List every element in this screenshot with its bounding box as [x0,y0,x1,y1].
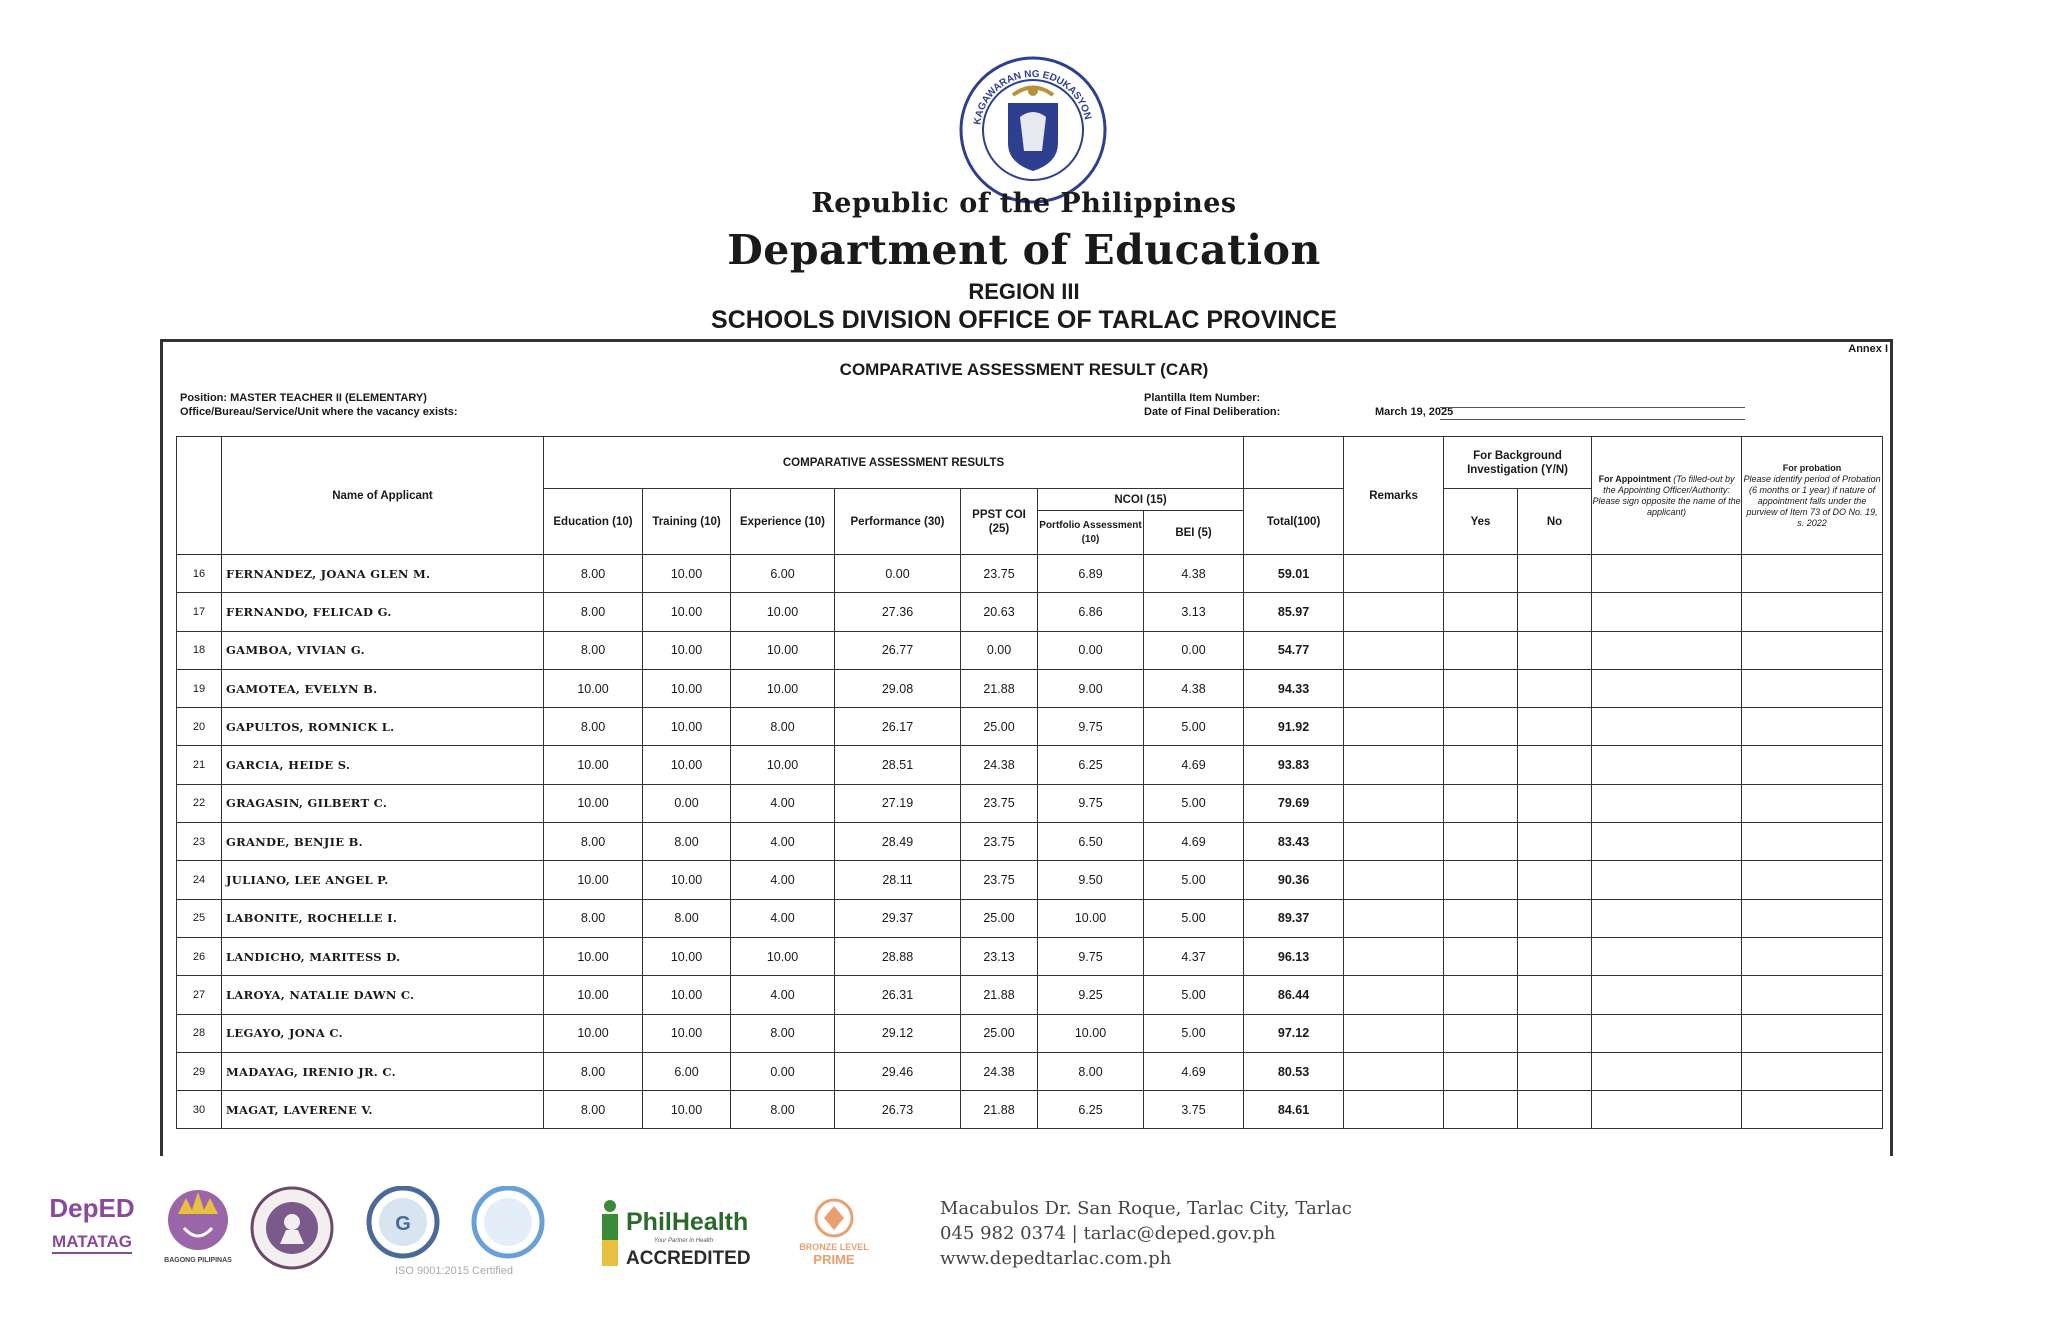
ppst-score: 21.88 [961,669,1038,707]
plantilla-underline [1440,407,1745,408]
total-score: 97.12 [1244,1014,1344,1052]
experience-score: 10.00 [731,631,835,669]
no-cell [1518,899,1592,937]
ppst-score: 24.38 [961,746,1038,784]
portfolio-score: 10.00 [1038,899,1144,937]
total-score: 93.83 [1244,746,1344,784]
row-number: 17 [177,593,222,631]
row-number: 16 [177,555,222,593]
portfolio-score: 6.25 [1038,1091,1144,1129]
experience-score: 10.00 [731,669,835,707]
appointment-cell [1592,1014,1742,1052]
no-cell [1518,746,1592,784]
iso-certification-logos [358,1186,550,1278]
performance-score: 29.08 [835,669,961,707]
bei-score: 3.13 [1144,593,1244,631]
row-number: 30 [177,1091,222,1129]
appointment-cell [1592,823,1742,861]
performance-score: 26.73 [835,1091,961,1129]
total-score: 83.43 [1244,823,1344,861]
no-cell [1518,669,1592,707]
remarks-cell [1344,861,1444,899]
footer-address: Macabulos Dr. San Roque, Tarlac City, Tarlac [940,1198,1352,1219]
training-score: 10.00 [643,861,731,899]
ppst-score: 23.75 [961,823,1038,861]
experience-score: 0.00 [731,1052,835,1090]
ncoi-header: NCOI (15) [1038,489,1244,511]
education-score: 8.00 [544,593,643,631]
total-score: 94.33 [1244,669,1344,707]
remarks-cell [1344,1014,1444,1052]
yes-cell [1444,708,1518,746]
total-score: 91.92 [1244,708,1344,746]
performance-score: 28.49 [835,823,961,861]
ppst-score: 25.00 [961,1014,1038,1052]
table-row [177,1091,1883,1129]
deliberation-label: Date of Final Deliberation: [1144,406,1281,418]
appointment-cell [1592,555,1742,593]
portfolio-score: 9.50 [1038,861,1144,899]
experience-score: 8.00 [731,708,835,746]
applicant-name: LEGAYO, JONA C. [222,1014,544,1052]
accredited-text: ACCREDITED [626,1248,751,1269]
total-score: 84.61 [1244,1091,1344,1129]
bei-score: 4.37 [1144,937,1244,975]
no-cell [1518,593,1592,631]
performance-score: 28.88 [835,937,961,975]
no-header [177,437,222,555]
appointment-cell [1592,1091,1742,1129]
portfolio-score: 9.25 [1038,976,1144,1014]
ppst-header: PPST COI (25) [961,489,1038,555]
ppst-score: 25.00 [961,708,1038,746]
no-cell [1518,631,1592,669]
performance-score: 0.00 [835,555,961,593]
probation-cell [1742,784,1883,822]
performance-header: Performance (30) [835,489,961,555]
applicant-name: LABONITE, ROCHELLE I. [222,899,544,937]
background-header: For Background Investigation (Y/N) [1444,437,1592,489]
row-number: 29 [177,1052,222,1090]
training-score: 0.00 [643,784,731,822]
table-row [177,823,1883,861]
total-score: 86.44 [1244,976,1344,1014]
yes-cell [1444,1014,1518,1052]
ppst-score: 20.63 [961,593,1038,631]
portfolio-score: 9.75 [1038,937,1144,975]
iso-text: ISO 9001:2015 Certified [394,1265,514,1277]
education-score: 10.00 [544,746,643,784]
portfolio-score: 6.86 [1038,593,1144,631]
deliberation-date: March 19, 2025 [1375,406,1454,418]
prime-text: PRIME [813,1252,855,1267]
applicant-name: GAMOTEA, EVELYN B. [222,669,544,707]
no-cell [1518,555,1592,593]
yes-cell [1444,631,1518,669]
portfolio-score: 8.00 [1038,1052,1144,1090]
remarks-cell [1344,746,1444,784]
yes-cell [1444,593,1518,631]
training-score: 8.00 [643,823,731,861]
applicant-name: LANDICHO, MARITESS D. [222,937,544,975]
name-header: Name of Applicant [222,437,544,555]
republic-heading: Republic of the Philippines [811,188,1237,219]
applicant-name: FERNANDO, FELICAD G. [222,593,544,631]
remarks-cell [1344,784,1444,822]
no-cell [1518,784,1592,822]
total-score: 80.53 [1244,1052,1344,1090]
no-cell [1518,976,1592,1014]
education-score: 8.00 [544,1091,643,1129]
remarks-cell [1344,593,1444,631]
table-row [177,708,1883,746]
bei-score: 5.00 [1144,899,1244,937]
total-top-header [1244,437,1344,489]
total-score: 59.01 [1244,555,1344,593]
remarks-cell [1344,899,1444,937]
applicant-name: GAPULTOS, ROMNICK L. [222,708,544,746]
table-row [177,976,1883,1014]
education-score: 8.00 [544,1052,643,1090]
total-score: 85.97 [1244,593,1344,631]
education-score: 8.00 [544,631,643,669]
bronze-text: BRONZE LEVEL [799,1242,869,1252]
row-number: 24 [177,861,222,899]
table-row [177,861,1883,899]
performance-score: 29.46 [835,1052,961,1090]
appointment-cell [1592,593,1742,631]
portfolio-score: 0.00 [1038,631,1144,669]
education-score: 8.00 [544,708,643,746]
performance-score: 27.36 [835,593,961,631]
applicant-name: GRAGASIN, GILBERT C. [222,784,544,822]
appointment-cell [1592,746,1742,784]
seal-text: KAGAWARAN NG EDUKASYON [972,68,1093,126]
bagong-pilipinas-text: BAGONG PILIPINAS [164,1257,232,1264]
remarks-cell [1344,631,1444,669]
office-label: Office/Bureau/Service/Unit where the vacancy exists: [180,406,458,418]
yes-cell [1444,937,1518,975]
training-score: 10.00 [643,669,731,707]
appointment-header [1592,437,1742,555]
remarks-cell [1344,555,1444,593]
sdo-tarlac-seal [250,1186,334,1270]
no-cell [1518,708,1592,746]
bei-score: 4.38 [1144,555,1244,593]
bei-score: 5.00 [1144,784,1244,822]
row-number: 18 [177,631,222,669]
plantilla-label: Plantilla Item Number: [1144,392,1261,404]
total-score: 89.37 [1244,899,1344,937]
remarks-cell [1344,708,1444,746]
probation-cell [1742,937,1883,975]
philhealth-text: PhilHealth [626,1208,749,1236]
experience-score: 8.00 [731,1014,835,1052]
remarks-cell [1344,669,1444,707]
bagong-pilipinas-logo [156,1184,240,1266]
total-score: 96.13 [1244,937,1344,975]
education-score: 8.00 [544,555,643,593]
probation-cell [1742,555,1883,593]
experience-score: 10.00 [731,746,835,784]
experience-score: 4.00 [731,861,835,899]
performance-score: 29.37 [835,899,961,937]
ppst-score: 23.13 [961,937,1038,975]
education-score: 10.00 [544,669,643,707]
footer-contact: 045 982 0374 | tarlac@deped.gov.ph [940,1223,1276,1244]
no-cell [1518,1014,1592,1052]
performance-score: 26.31 [835,976,961,1014]
probation-title: For probation [1782,462,1842,473]
training-score: 10.00 [643,746,731,784]
annex-label: Annex I [1848,343,1888,355]
bei-score: 5.00 [1144,1014,1244,1052]
portfolio-score: 10.00 [1038,1014,1144,1052]
svg-text:G: G [395,1213,411,1235]
table-row [177,899,1883,937]
ppst-score: 23.75 [961,784,1038,822]
total-score: 90.36 [1244,861,1344,899]
portfolio-header: Portfolio Assessment (10) [1038,511,1144,555]
portfolio-score: 6.50 [1038,823,1144,861]
yes-cell [1444,1091,1518,1129]
remarks-cell [1344,976,1444,1014]
portfolio-score: 9.00 [1038,669,1144,707]
table-row [177,746,1883,784]
row-number: 21 [177,746,222,784]
probation-cell [1742,746,1883,784]
row-number: 26 [177,937,222,975]
appointment-cell [1592,861,1742,899]
matatag-top-text: DepED [49,1193,135,1223]
experience-score: 4.00 [731,823,835,861]
ppst-score: 21.88 [961,1091,1038,1129]
table-row [177,631,1883,669]
education-score: 10.00 [544,976,643,1014]
performance-score: 27.19 [835,784,961,822]
department-heading: Department of Education [727,226,1321,274]
probation-cell [1742,669,1883,707]
ppst-score: 23.75 [961,555,1038,593]
experience-score: 10.00 [731,937,835,975]
education-score: 8.00 [544,899,643,937]
bei-score: 3.75 [1144,1091,1244,1129]
yes-cell [1444,784,1518,822]
appointment-cell [1592,899,1742,937]
position-label: Position: MASTER TEACHER II (ELEMENTARY) [180,392,427,404]
probation-cell [1742,899,1883,937]
table-row [177,1052,1883,1090]
training-score: 10.00 [643,708,731,746]
experience-score: 4.00 [731,899,835,937]
education-score: 10.00 [544,784,643,822]
assessment-table [176,436,1883,1129]
bei-score: 4.38 [1144,669,1244,707]
education-score: 8.00 [544,823,643,861]
no-cell [1518,861,1592,899]
no-cell [1518,1052,1592,1090]
training-score: 10.00 [643,976,731,1014]
car-group-header: COMPARATIVE ASSESSMENT RESULTS [544,437,1244,489]
probation-cell [1742,1052,1883,1090]
appointment-cell [1592,784,1742,822]
probation-cell [1742,708,1883,746]
remarks-cell [1344,937,1444,975]
prime-bronze-logo [784,1196,884,1276]
table-row [177,1014,1883,1052]
performance-score: 29.12 [835,1014,961,1052]
education-header: Education (10) [544,489,643,555]
portfolio-score: 6.25 [1038,746,1144,784]
applicant-name: FERNANDEZ, JOANA GLEN M. [222,555,544,593]
performance-score: 28.51 [835,746,961,784]
applicant-name: GARCIA, HEIDE S. [222,746,544,784]
yes-cell [1444,823,1518,861]
remarks-cell [1344,823,1444,861]
applicant-name: MAGAT, LAVERENE V. [222,1091,544,1129]
philhealth-accredited-logo [598,1196,768,1272]
experience-score: 10.00 [731,593,835,631]
experience-score: 6.00 [731,555,835,593]
row-number: 28 [177,1014,222,1052]
education-score: 10.00 [544,937,643,975]
experience-score: 8.00 [731,1091,835,1129]
no-answer-header: No [1518,489,1592,555]
appointment-cell [1592,708,1742,746]
row-number: 23 [177,823,222,861]
probation-cell [1742,976,1883,1014]
deped-matatag-logo [46,1183,138,1263]
yes-cell [1444,746,1518,784]
remarks-cell [1344,1052,1444,1090]
table-row [177,593,1883,631]
yes-cell [1444,899,1518,937]
row-number: 27 [177,976,222,1014]
row-number: 20 [177,708,222,746]
experience-score: 4.00 [731,976,835,1014]
matatag-bottom-text: MATATAG [52,1232,132,1251]
applicant-name: GAMBOA, VIVIAN G. [222,631,544,669]
deped-seal-logo [958,55,1108,205]
appointment-cell [1592,1052,1742,1090]
applicant-name: LAROYA, NATALIE DAWN C. [222,976,544,1014]
training-score: 10.00 [643,631,731,669]
philhealth-tag: Your Partner in Health [654,1238,714,1244]
probation-cell [1742,631,1883,669]
probation-cell [1742,593,1883,631]
yes-cell [1444,555,1518,593]
bei-score: 4.69 [1144,823,1244,861]
appointment-cell [1592,937,1742,975]
row-number: 25 [177,899,222,937]
yes-header: Yes [1444,489,1518,555]
form-title: COMPARATIVE ASSESSMENT RESULT (CAR) [839,360,1209,379]
applicant-name: MADAYAG, IRENIO JR. C. [222,1052,544,1090]
bei-score: 4.69 [1144,1052,1244,1090]
experience-score: 4.00 [731,784,835,822]
total-header: Total(100) [1244,489,1344,555]
applicant-name: GRANDE, BENJIE B. [222,823,544,861]
training-score: 10.00 [643,593,731,631]
portfolio-score: 9.75 [1038,784,1144,822]
yes-cell [1444,1052,1518,1090]
no-cell [1518,1091,1592,1129]
probation-cell [1742,1014,1883,1052]
probation-cell [1742,861,1883,899]
region-heading: REGION III [968,279,1080,304]
ppst-score: 25.00 [961,899,1038,937]
footer-address-block [940,1196,1352,1271]
education-score: 10.00 [544,861,643,899]
row-number: 19 [177,669,222,707]
footer-website: www.depedtarlac.com.ph [940,1248,1172,1269]
training-score: 10.00 [643,555,731,593]
remarks-header: Remarks [1344,437,1444,555]
appointment-cell [1592,631,1742,669]
bei-score: 4.69 [1144,746,1244,784]
training-score: 6.00 [643,1052,731,1090]
performance-score: 28.11 [835,861,961,899]
appointment-title: For Appointment [1598,473,1671,484]
probation-note: Please identify period of Probation (6 months or 1 year) if nature of appointment falls under the purview of Item 73 of DO No. 19, s. 2022 [1743,473,1881,528]
training-header: Training (10) [643,489,731,555]
applicant-name: JULIANO, LEE ANGEL P. [222,861,544,899]
date-underline [1440,419,1745,420]
performance-score: 26.77 [835,631,961,669]
training-score: 8.00 [643,899,731,937]
table-row [177,784,1883,822]
ppst-score: 0.00 [961,631,1038,669]
probation-cell [1742,1091,1883,1129]
appointment-cell [1592,976,1742,1014]
experience-header: Experience (10) [731,489,835,555]
ppst-score: 21.88 [961,976,1038,1014]
table-row [177,669,1883,707]
portfolio-score: 6.89 [1038,555,1144,593]
education-score: 10.00 [544,1014,643,1052]
bei-score: 5.00 [1144,976,1244,1014]
table-row [177,555,1883,593]
total-score: 54.77 [1244,631,1344,669]
no-cell [1518,823,1592,861]
appointment-cell [1592,669,1742,707]
bei-score: 5.00 [1144,861,1244,899]
portfolio-score: 9.75 [1038,708,1144,746]
appointment-note: (To filled-out by the Appointing Officer/Authority: Please sign opposite the name of the applicant) [1592,473,1741,517]
total-score: 79.69 [1244,784,1344,822]
bei-header: BEI (5) [1144,511,1244,555]
probation-cell [1742,823,1883,861]
training-score: 10.00 [643,1014,731,1052]
row-number: 22 [177,784,222,822]
division-heading: SCHOOLS DIVISION OFFICE OF TARLAC PROVINCE [711,306,1337,334]
ppst-score: 24.38 [961,1052,1038,1090]
yes-cell [1444,861,1518,899]
remarks-cell [1344,1091,1444,1129]
no-cell [1518,937,1592,975]
ppst-score: 23.75 [961,861,1038,899]
yes-cell [1444,976,1518,1014]
yes-cell [1444,669,1518,707]
probation-header [1742,437,1883,555]
training-score: 10.00 [643,1091,731,1129]
training-score: 10.00 [643,937,731,975]
performance-score: 26.17 [835,708,961,746]
bei-score: 5.00 [1144,708,1244,746]
bei-score: 0.00 [1144,631,1244,669]
table-row [177,937,1883,975]
